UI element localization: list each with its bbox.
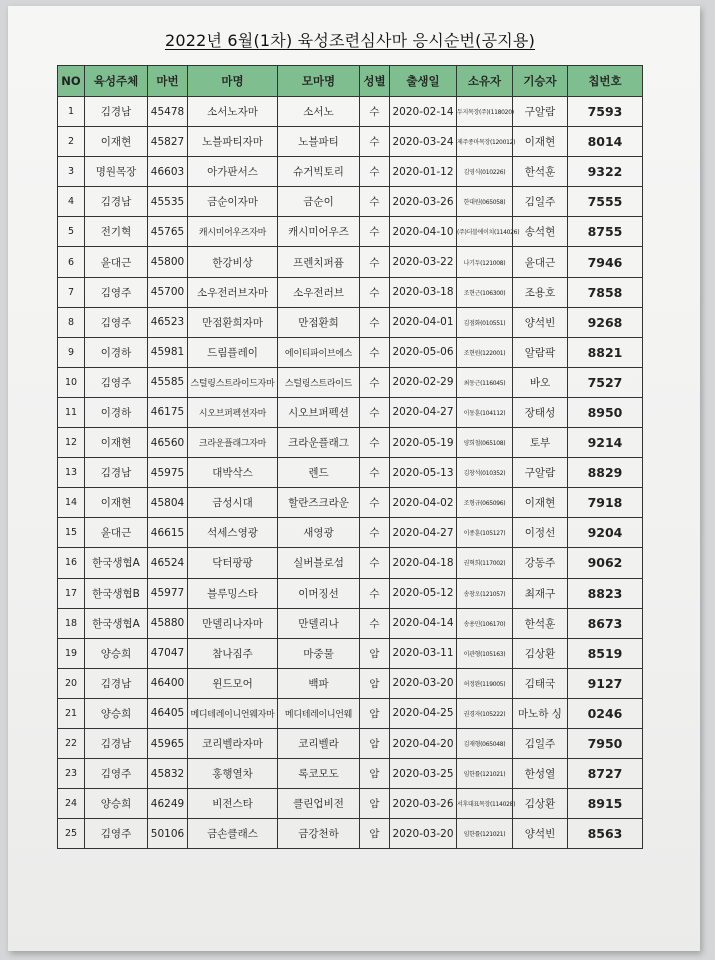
column-header-horse-number: 마번: [148, 66, 188, 97]
cell-birth-date: 2020-03-18: [390, 277, 457, 307]
cell-horse-name: 소우전러브자마: [188, 277, 278, 307]
cell-owner: 조현근(106300): [457, 277, 513, 307]
cell-no: 12: [58, 428, 85, 458]
cell-birth-date: 2020-04-01: [390, 307, 457, 337]
entry-order-table: [57, 65, 643, 849]
cell-trainer: 이경하: [85, 337, 148, 367]
cell-chip-number: 7555: [568, 187, 643, 217]
cell-chip-number: 8519: [568, 638, 643, 668]
cell-horse-number: 46405: [148, 698, 188, 728]
cell-rider: 이정선: [513, 518, 568, 548]
cell-birth-date: 2020-05-13: [390, 458, 457, 488]
cell-sex: 수: [360, 337, 390, 367]
cell-sex: 암: [360, 668, 390, 698]
cell-sex: 수: [360, 307, 390, 337]
cell-horse-number: 45880: [148, 608, 188, 638]
cell-no: 19: [58, 638, 85, 668]
cell-trainer: 한국생협A: [85, 548, 148, 578]
cell-no: 15: [58, 518, 85, 548]
cell-horse-name: 홍행열차: [188, 759, 278, 789]
cell-rider: 마노하 싱: [513, 698, 568, 728]
cell-chip-number: 9322: [568, 157, 643, 187]
cell-trainer: 윤대근: [85, 518, 148, 548]
document-title: 2022년 6월(1차) 육성조련심사마 응시순번(공지용): [164, 31, 536, 50]
cell-chip-number: 9204: [568, 518, 643, 548]
cell-dam-name: 렌드: [278, 458, 360, 488]
cell-no: 6: [58, 247, 85, 277]
cell-no: 20: [58, 668, 85, 698]
cell-no: 18: [58, 608, 85, 638]
cell-trainer: 이경하: [85, 397, 148, 427]
cell-rider: 김상환: [513, 789, 568, 819]
cell-horse-name: 대박삭스: [188, 458, 278, 488]
cell-dam-name: 프렌치퍼퓸: [278, 247, 360, 277]
cell-trainer: 김영주: [85, 307, 148, 337]
cell-birth-date: 2020-03-26: [390, 187, 457, 217]
cell-rider: 양석빈: [513, 819, 568, 849]
cell-dam-name: 백파: [278, 668, 360, 698]
cell-rider: 조용호: [513, 277, 568, 307]
cell-horse-name: 코리벨라자마: [188, 728, 278, 758]
cell-sex: 수: [360, 367, 390, 397]
table-row: [58, 337, 643, 367]
table-row: [58, 428, 643, 458]
cell-sex: 암: [360, 638, 390, 668]
cell-trainer: 양승희: [85, 789, 148, 819]
cell-owner: 두지목장(주)(118020): [457, 97, 513, 127]
cell-rider: 장태성: [513, 397, 568, 427]
cell-rider: 바오: [513, 367, 568, 397]
cell-sex: 수: [360, 97, 390, 127]
cell-horse-name: 스털링스트라이드자마: [188, 367, 278, 397]
cell-owner: 이종훈(105127): [457, 518, 513, 548]
cell-birth-date: 2020-04-25: [390, 698, 457, 728]
table-row: [58, 578, 643, 608]
table-row: [58, 247, 643, 277]
cell-owner: 이동훈(104112): [457, 397, 513, 427]
cell-birth-date: 2020-04-20: [390, 728, 457, 758]
cell-sex: 수: [360, 488, 390, 518]
cell-owner: 양희철(065108): [457, 428, 513, 458]
cell-horse-number: 46524: [148, 548, 188, 578]
cell-horse-number: 46400: [148, 668, 188, 698]
cell-chip-number: 7858: [568, 277, 643, 307]
cell-horse-name: 시오브퍼펙션자마: [188, 397, 278, 427]
cell-sex: 수: [360, 578, 390, 608]
cell-rider: 김일주: [513, 728, 568, 758]
cell-chip-number: 8823: [568, 578, 643, 608]
cell-chip-number: 8950: [568, 397, 643, 427]
table-row: [58, 789, 643, 819]
cell-birth-date: 2020-03-25: [390, 759, 457, 789]
cell-birth-date: 2020-04-18: [390, 548, 457, 578]
cell-owner: 최동근(116045): [457, 367, 513, 397]
cell-dam-name: 슈거빅토리: [278, 157, 360, 187]
cell-dam-name: 크라운플래그: [278, 428, 360, 458]
cell-owner: 이관형(105163): [457, 638, 513, 668]
cell-rider: 윤대근: [513, 247, 568, 277]
cell-rider: 구알람: [513, 458, 568, 488]
cell-owner: 김창석(010352): [457, 458, 513, 488]
cell-trainer: 윤대근: [85, 247, 148, 277]
table-row: [58, 367, 643, 397]
cell-owner: 나기두(121008): [457, 247, 513, 277]
cell-horse-name: 노블파티자마: [188, 127, 278, 157]
table-body: [58, 97, 643, 849]
cell-owner: 권혁희(117002): [457, 548, 513, 578]
cell-owner: 제주종마목장(120012): [457, 127, 513, 157]
cell-dam-name: 마중물: [278, 638, 360, 668]
cell-chip-number: 7593: [568, 97, 643, 127]
cell-no: 11: [58, 397, 85, 427]
cell-trainer: 이재현: [85, 127, 148, 157]
table-row: [58, 759, 643, 789]
cell-dam-name: 만점환희: [278, 307, 360, 337]
cell-horse-number: 45585: [148, 367, 188, 397]
cell-dam-name: 스털링스트라이드: [278, 367, 360, 397]
table-row: [58, 638, 643, 668]
cell-horse-name: 석세스영광: [188, 518, 278, 548]
cell-no: 14: [58, 488, 85, 518]
cell-no: 23: [58, 759, 85, 789]
cell-chip-number: 8755: [568, 217, 643, 247]
cell-sex: 수: [360, 157, 390, 187]
cell-owner: 임한률(121021): [457, 819, 513, 849]
cell-horse-name: 드림플레이: [188, 337, 278, 367]
cell-dam-name: 소서노: [278, 97, 360, 127]
cell-dam-name: 소우전러브: [278, 277, 360, 307]
cell-horse-number: 45765: [148, 217, 188, 247]
table-row: [58, 397, 643, 427]
table-row: [58, 277, 643, 307]
cell-horse-number: 46615: [148, 518, 188, 548]
cell-no: 7: [58, 277, 85, 307]
cell-horse-number: 45965: [148, 728, 188, 758]
cell-horse-name: 금순이자마: [188, 187, 278, 217]
cell-horse-number: 46560: [148, 428, 188, 458]
cell-trainer: 양승희: [85, 698, 148, 728]
cell-rider: 토부: [513, 428, 568, 458]
cell-birth-date: 2020-04-27: [390, 518, 457, 548]
cell-owner: 김영식(010226): [457, 157, 513, 187]
cell-chip-number: 7527: [568, 367, 643, 397]
cell-horse-number: 46175: [148, 397, 188, 427]
cell-no: 24: [58, 789, 85, 819]
column-header-horse-name: 마명: [188, 66, 278, 97]
cell-chip-number: 7946: [568, 247, 643, 277]
cell-horse-name: 아가판서스: [188, 157, 278, 187]
cell-trainer: 김경남: [85, 187, 148, 217]
cell-dam-name: 클린업비전: [278, 789, 360, 819]
cell-owner: 권경자(105222): [457, 698, 513, 728]
cell-sex: 수: [360, 187, 390, 217]
cell-trainer: 김경남: [85, 97, 148, 127]
cell-sex: 수: [360, 217, 390, 247]
table-row: [58, 187, 643, 217]
cell-sex: 암: [360, 698, 390, 728]
cell-no: 9: [58, 337, 85, 367]
cell-dam-name: 메디테레이니언웨: [278, 698, 360, 728]
cell-horse-name: 금성시대: [188, 488, 278, 518]
cell-horse-number: 45700: [148, 277, 188, 307]
cell-dam-name: 캐시미어우즈: [278, 217, 360, 247]
cell-no: 16: [58, 548, 85, 578]
cell-horse-number: 45981: [148, 337, 188, 367]
cell-birth-date: 2020-05-12: [390, 578, 457, 608]
cell-chip-number: 8829: [568, 458, 643, 488]
cell-no: 3: [58, 157, 85, 187]
column-header-chip-number: 칩번호: [568, 66, 643, 97]
cell-owner: 송용민(106170): [457, 608, 513, 638]
cell-rider: 이재현: [513, 127, 568, 157]
cell-owner: 김재형(065048): [457, 728, 513, 758]
cell-horse-number: 50106: [148, 819, 188, 849]
cell-trainer: 김영주: [85, 367, 148, 397]
cell-no: 8: [58, 307, 85, 337]
cell-birth-date: 2020-03-20: [390, 819, 457, 849]
cell-birth-date: 2020-03-11: [390, 638, 457, 668]
cell-rider: 양석빈: [513, 307, 568, 337]
cell-chip-number: 8727: [568, 759, 643, 789]
cell-horse-name: 소서노자마: [188, 97, 278, 127]
cell-sex: 수: [360, 277, 390, 307]
cell-sex: 수: [360, 247, 390, 277]
table-row: [58, 668, 643, 698]
cell-no: 22: [58, 728, 85, 758]
table-row: [58, 728, 643, 758]
cell-no: 2: [58, 127, 85, 157]
cell-chip-number: 8821: [568, 337, 643, 367]
cell-chip-number: 0246: [568, 698, 643, 728]
cell-sex: 수: [360, 548, 390, 578]
column-header-rider: 기승자: [513, 66, 568, 97]
cell-horse-number: 45975: [148, 458, 188, 488]
cell-trainer: 양승희: [85, 638, 148, 668]
cell-no: 17: [58, 578, 85, 608]
cell-chip-number: 8915: [568, 789, 643, 819]
cell-owner: 조형규(065096): [457, 488, 513, 518]
cell-sex: 암: [360, 819, 390, 849]
cell-trainer: 이재현: [85, 428, 148, 458]
cell-dam-name: 록코모도: [278, 759, 360, 789]
cell-birth-date: 2020-04-02: [390, 488, 457, 518]
table-row: [58, 157, 643, 187]
cell-trainer: 김영주: [85, 759, 148, 789]
cell-trainer: 한국생협B: [85, 578, 148, 608]
cell-horse-name: 크라운플래그자마: [188, 428, 278, 458]
cell-dam-name: 금순이: [278, 187, 360, 217]
cell-dam-name: 시오브퍼펙션: [278, 397, 360, 427]
cell-trainer: 이재현: [85, 488, 148, 518]
cell-trainer: 김경남: [85, 728, 148, 758]
cell-horse-name: 비전스타: [188, 789, 278, 819]
cell-rider: 강동주: [513, 548, 568, 578]
cell-trainer: 김영주: [85, 277, 148, 307]
cell-horse-name: 만점환희자마: [188, 307, 278, 337]
column-header-trainer: 육성주체: [85, 66, 148, 97]
cell-horse-name: 윈드모어: [188, 668, 278, 698]
cell-chip-number: 8563: [568, 819, 643, 849]
cell-horse-number: 46523: [148, 307, 188, 337]
cell-birth-date: 2020-04-10: [390, 217, 457, 247]
cell-dam-name: 이머징선: [278, 578, 360, 608]
cell-horse-name: 한강비상: [188, 247, 278, 277]
cell-sex: 수: [360, 428, 390, 458]
cell-dam-name: 새영광: [278, 518, 360, 548]
cell-trainer: 김영주: [85, 819, 148, 849]
column-header-owner: 소유자: [457, 66, 513, 97]
cell-horse-name: 블루밍스타: [188, 578, 278, 608]
cell-chip-number: 9062: [568, 548, 643, 578]
cell-trainer: 김경남: [85, 458, 148, 488]
cell-horse-name: 만델리나자마: [188, 608, 278, 638]
cell-owner: 허정완(119005): [457, 668, 513, 698]
table-row: [58, 608, 643, 638]
cell-no: 10: [58, 367, 85, 397]
cell-horse-number: 45478: [148, 97, 188, 127]
cell-sex: 수: [360, 518, 390, 548]
cell-birth-date: 2020-03-22: [390, 247, 457, 277]
cell-trainer: 전기혁: [85, 217, 148, 247]
cell-no: 1: [58, 97, 85, 127]
cell-rider: 김태국: [513, 668, 568, 698]
cell-birth-date: 2020-04-27: [390, 397, 457, 427]
table-row: [58, 458, 643, 488]
cell-birth-date: 2020-05-19: [390, 428, 457, 458]
cell-dam-name: 에이티파이브에스: [278, 337, 360, 367]
cell-birth-date: 2020-03-24: [390, 127, 457, 157]
cell-rider: 한석훈: [513, 157, 568, 187]
cell-rider: 김상환: [513, 638, 568, 668]
cell-horse-name: 캐시미어우즈자마: [188, 217, 278, 247]
cell-chip-number: 9268: [568, 307, 643, 337]
cell-chip-number: 8014: [568, 127, 643, 157]
cell-horse-number: 45832: [148, 759, 188, 789]
cell-owner: 조현원(122001): [457, 337, 513, 367]
cell-trainer: 김경남: [85, 668, 148, 698]
cell-rider: 한석훈: [513, 608, 568, 638]
cell-horse-number: 45800: [148, 247, 188, 277]
cell-chip-number: 7918: [568, 488, 643, 518]
cell-owner: 송창오(121057): [457, 578, 513, 608]
cell-horse-name: 메디테레이니언웨자마: [188, 698, 278, 728]
cell-sex: 수: [360, 397, 390, 427]
cell-chip-number: 7950: [568, 728, 643, 758]
cell-horse-number: 46603: [148, 157, 188, 187]
cell-dam-name: 만델리나: [278, 608, 360, 638]
cell-sex: 암: [360, 789, 390, 819]
cell-rider: 최재구: [513, 578, 568, 608]
cell-owner: 서후대표목장(114028): [457, 789, 513, 819]
cell-dam-name: 노블파티: [278, 127, 360, 157]
cell-birth-date: 2020-01-12: [390, 157, 457, 187]
cell-horse-number: 45977: [148, 578, 188, 608]
column-header-dam-name: 모마명: [278, 66, 360, 97]
cell-horse-name: 참나짐주: [188, 638, 278, 668]
table-header-row: [58, 66, 643, 97]
column-header-sex: 성별: [360, 66, 390, 97]
cell-rider: 김일주: [513, 187, 568, 217]
table-row: [58, 127, 643, 157]
cell-no: 13: [58, 458, 85, 488]
cell-owner: 임한률(121021): [457, 759, 513, 789]
cell-sex: 수: [360, 608, 390, 638]
cell-no: 5: [58, 217, 85, 247]
table-row: [58, 307, 643, 337]
cell-chip-number: 8673: [568, 608, 643, 638]
cell-horse-name: 금손클래스: [188, 819, 278, 849]
cell-no: 4: [58, 187, 85, 217]
cell-birth-date: 2020-02-14: [390, 97, 457, 127]
cell-horse-number: 45804: [148, 488, 188, 518]
cell-sex: 수: [360, 127, 390, 157]
column-header-no: NO: [58, 66, 85, 97]
cell-rider: 알람팍: [513, 337, 568, 367]
table-row: [58, 217, 643, 247]
cell-dam-name: 할란즈크라운: [278, 488, 360, 518]
cell-chip-number: 9214: [568, 428, 643, 458]
cell-birth-date: 2020-03-20: [390, 668, 457, 698]
cell-rider: 송석현: [513, 217, 568, 247]
cell-trainer: 한국생협A: [85, 608, 148, 638]
cell-horse-number: 46249: [148, 789, 188, 819]
table-row: [58, 97, 643, 127]
cell-no: 21: [58, 698, 85, 728]
cell-sex: 암: [360, 728, 390, 758]
cell-sex: 수: [360, 458, 390, 488]
cell-sex: 암: [360, 759, 390, 789]
cell-owner: 한대원(065058): [457, 187, 513, 217]
cell-horse-number: 45535: [148, 187, 188, 217]
cell-owner: 김점화(010551): [457, 307, 513, 337]
cell-birth-date: 2020-05-06: [390, 337, 457, 367]
cell-dam-name: 금강천하: [278, 819, 360, 849]
table-row: [58, 548, 643, 578]
cell-no: 25: [58, 819, 85, 849]
table-row: [58, 819, 643, 849]
cell-trainer: 명원목장: [85, 157, 148, 187]
cell-chip-number: 9127: [568, 668, 643, 698]
table-row: [58, 518, 643, 548]
cell-rider: 이재현: [513, 488, 568, 518]
cell-rider: 한성열: [513, 759, 568, 789]
cell-birth-date: 2020-04-14: [390, 608, 457, 638]
cell-owner: (주)더블에이치(114026): [457, 217, 513, 247]
cell-horse-number: 45827: [148, 127, 188, 157]
table-row: [58, 698, 643, 728]
cell-dam-name: 코리벨라: [278, 728, 360, 758]
cell-dam-name: 실버블로섬: [278, 548, 360, 578]
cell-horse-name: 닥터팡팡: [188, 548, 278, 578]
column-header-birth-date: 출생일: [390, 66, 457, 97]
cell-birth-date: 2020-03-26: [390, 789, 457, 819]
table-row: [58, 488, 643, 518]
cell-birth-date: 2020-02-29: [390, 367, 457, 397]
cell-horse-number: 47047: [148, 638, 188, 668]
cell-rider: 구알람: [513, 97, 568, 127]
